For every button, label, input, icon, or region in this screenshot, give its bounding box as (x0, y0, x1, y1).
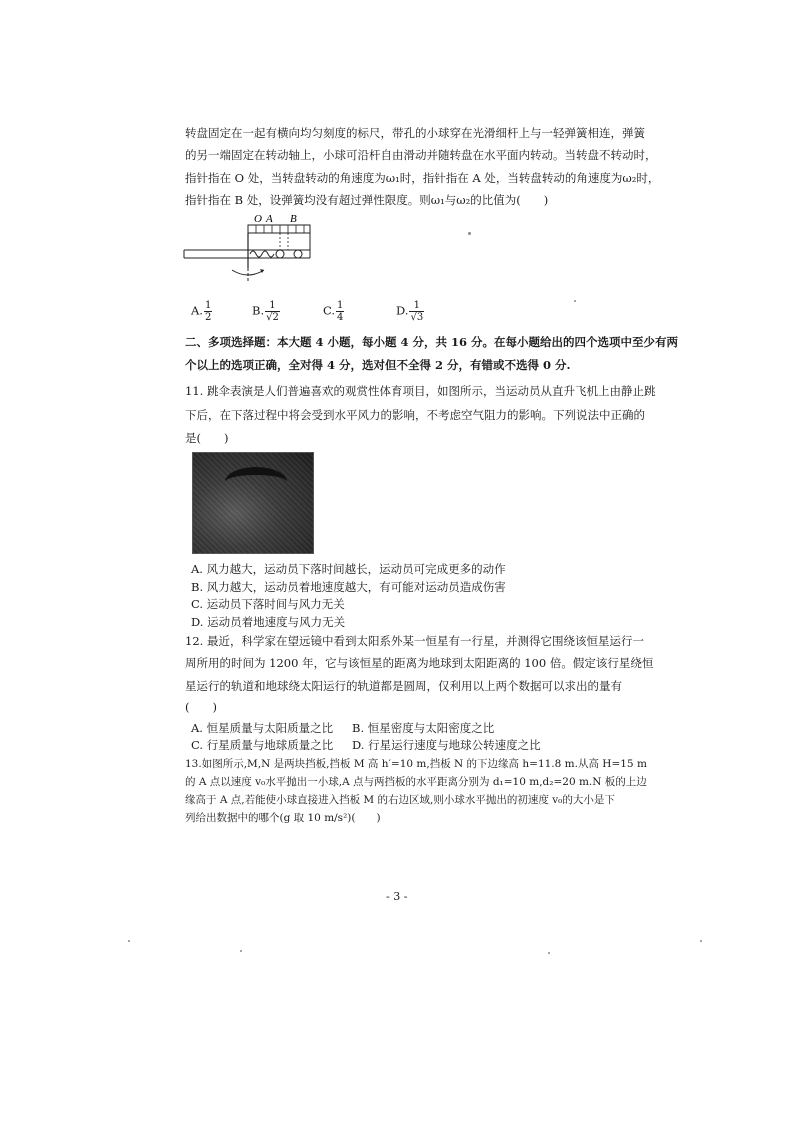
scan-speck (468, 232, 471, 235)
q11-line-1: 11. 跳伞表演是人们普遍喜欢的观赏性体育项目，如图所示，当运动员从直升飞机上由静止跳 (185, 384, 656, 398)
q12-line-4: ( ) (185, 700, 217, 714)
q12-option-b: B. 恒星密度与太阳密度之比 (352, 721, 495, 735)
q11-line-2: 下后，在下落过程中将会受到水平风力的影响，不考虑空气阻力的影响。下列说法中正确的 (185, 408, 645, 422)
q12-option-c: C. 行星质量与地球质量之比 (191, 738, 334, 752)
q10-line-4: 指针指在 B 处，设弹簧均没有超过弹性限度。则ω₁与ω₂的比值为( ) (185, 193, 549, 207)
q11-option-a: A. 风力越大，运动员下落时间越长，运动员可完成更多的动作 (191, 562, 506, 576)
q12-line-1: 12. 最近，科学家在望远镜中看到太阳系外某一恒星有一行星，并测得它围绕该恒星运行一 (185, 634, 644, 648)
scan-speck (574, 300, 576, 302)
q11-option-c: C. 运动员下落时间与风力无关 (191, 597, 345, 611)
section2-header-line-2: 个以上的选项正确，全对得 4 分，选对但不全得 2 分，有错或不选得 0 分. (185, 358, 571, 372)
section2-header-line-1: 二、多项选择题：本大题 4 小题，每小题 4 分，共 16 分。在每小题给出的四个选项中至少有两 (185, 335, 679, 349)
q10-line-2: 的另一端固定在转动轴上，小球可沿杆自由滑动并随转盘在水平面内转动。当转盘不转动时， (185, 148, 657, 162)
q10-option-d: D. $\frac{1}{√3}$ (396, 300, 424, 323)
q10-line-3: 指针指在 O 处，当转盘转动的角速度为ω₁时，指针指在 A 处，当转盘转动的角速度为ω₂时， (185, 171, 660, 185)
q10-option-a: A. $\frac{1}{2}$ (191, 300, 212, 323)
page-number: - 3 - (386, 890, 408, 903)
q10-option-c: C. $\frac{1}{4}$ (323, 300, 344, 323)
q13-line-2: 的 A 点以速度 v₀水平抛出一小球,A 点与两挡板的水平距离分别为 d₁=10 m,d₂=20 m.N 板的上边 (185, 776, 647, 788)
q11-line-3: 是( ) (185, 431, 229, 445)
q12-option-d: D. 行星运行速度与地球公转速度之比 (352, 738, 541, 752)
scan-speck (240, 950, 242, 952)
q12-line-3: 星运行的轨道和地球绕太阳运行的轨道都是圆周，仅利用以上两个数据可以求出的量有 (185, 679, 622, 693)
label-a: A (266, 213, 273, 225)
turntable-spring-figure (180, 208, 320, 288)
label-o: O (254, 213, 262, 225)
label-b: B (290, 213, 297, 225)
q10-option-b: B. $\frac{1}{√2}$ (252, 300, 279, 323)
q12-option-a: A. 恒星质量与太阳质量之比 (191, 721, 334, 735)
q12-line-2: 周所用的时间为 1200 年，它与该恒星的距离为地球到太阳距离的 100 倍。假定该行星绕恒 (185, 656, 654, 670)
q13-line-1: 13.如图所示,M,N 是两块挡板,挡板 M 高 h′=10 m,挡板 N 的下边缘高 h=11.8 m.从高 H=15 m (185, 758, 647, 770)
q10-line-1: 转盘固定在一起有横向均匀刻度的标尺，带孔的小球穿在光滑细杆上与一轻弹簧相连，弹簧 (185, 126, 645, 140)
q13-line-4: 列给出数据中的哪个(g 取 10 m/s²)( ) (185, 812, 381, 824)
scan-speck (128, 940, 130, 942)
scan-speck (548, 952, 550, 954)
q11-option-b: B. 风力越大，运动员着地速度越大，有可能对运动员造成伤害 (191, 580, 506, 594)
skydiver-photo (192, 452, 314, 554)
scan-speck (700, 940, 702, 942)
q11-option-d: D. 运动员着地速度与风力无关 (191, 615, 346, 629)
q13-line-3: 缘高于 A 点,若能使小球直接进入挡板 M 的右边区域,则小球水平抛出的初速度 v₀的大小是下 (185, 794, 615, 806)
